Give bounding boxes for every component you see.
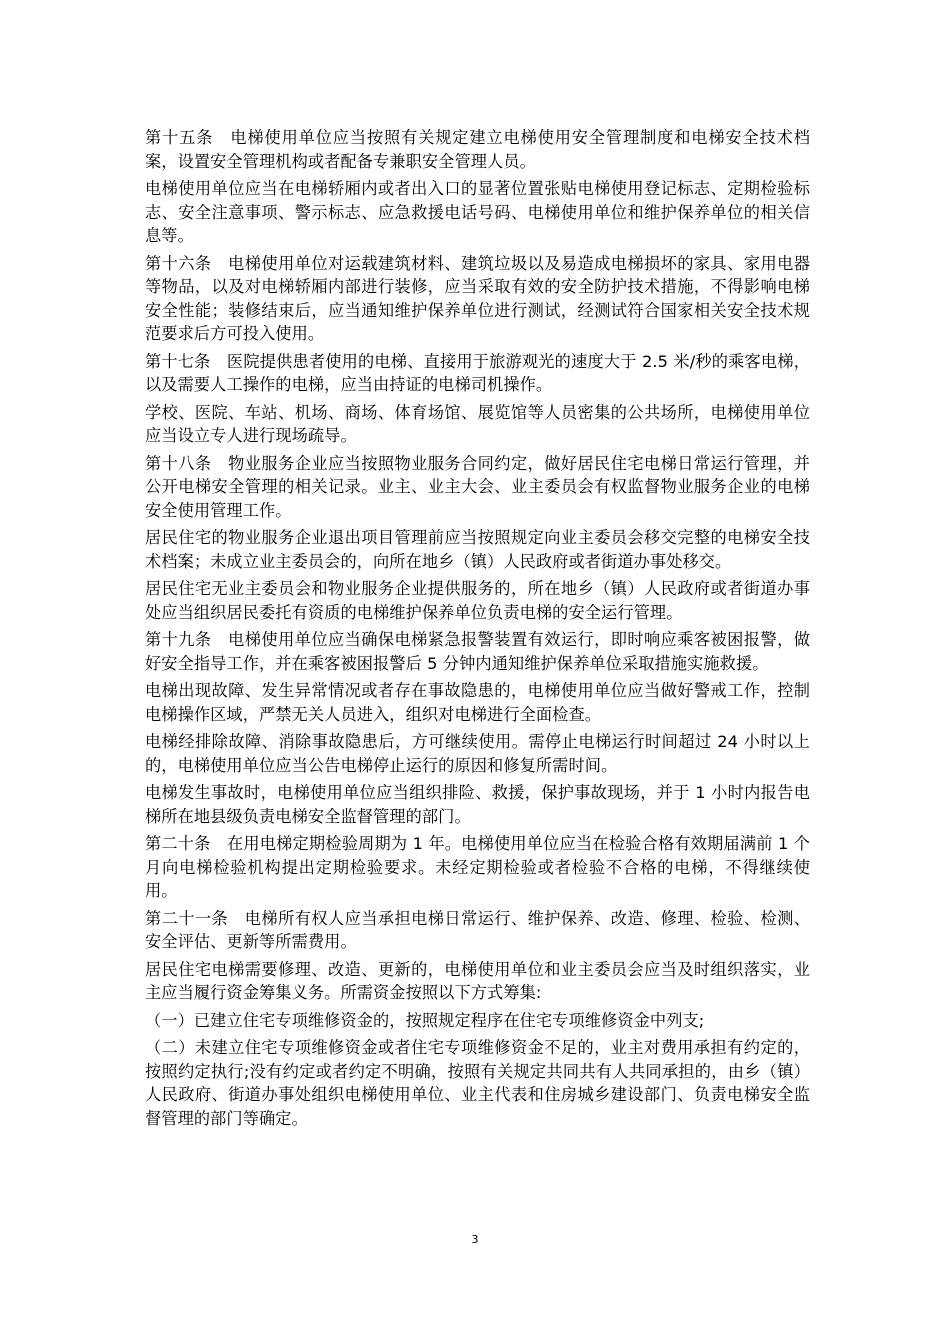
page-number: 3 (471, 1233, 479, 1246)
article-18-paragraph: 第十八条 物业服务企业应当按照物业服务合同约定，做好居民住宅电梯日常运行管理，并公开电梯安全管理的相关记录。业主、业主大会、业主委员会有权监督物业服务企业的电梯安全使用管理工作。 (145, 453, 810, 520)
article-15-signage-paragraph: 电梯使用单位应当在电梯轿厢内或者出入口的显著位置张贴电梯使用登记标志、定期检验标志、安全注意事项、警示标志、应急救援电话号码、电梯使用单位和维护保养单位的相关信息等。 (145, 179, 810, 245)
article-20-paragraph: 第二十条 在用电梯定期检验周期为 1 年。电梯使用单位应当在检验合格有效期届满前 1 个月向电梯检验机构提出定期检验要求。未经定期检验或者检验不合格的电梯，不得继续使用。 (145, 834, 810, 900)
article-17-public-places-paragraph: 学校、医院、车站、机场、商场、体育场馆、展览馆等人员密集的公共场所，电梯使用单位应当设立专人进行现场疏导。 (145, 402, 810, 445)
article-18-handover-paragraph: 居民住宅的物业服务企业退出项目管理前应当按照规定向业主委员会移交完整的电梯安全技术档案；未成立业主委员会的，向所在地乡（镇）人民政府或者街道办事处移交。 (145, 528, 810, 571)
article-15-paragraph: 第十五条 电梯使用单位应当按照有关规定建立电梯使用安全管理制度和电梯安全技术档案，设置安全管理机构或者配备专兼职安全管理人员。 (145, 128, 810, 171)
article-17-paragraph: 第十七条 医院提供患者使用的电梯、直接用于旅游观光的速度大于 2.5 米/秒的乘客电梯，以及需要人工操作的电梯，应当由持证的电梯司机操作。 (145, 351, 810, 394)
article-19-accident-paragraph: 电梯发生事故时，电梯使用单位应当组织排险、救援，保护事故现场，并于 1 小时内报告电梯所在地县级负责电梯安全监督管理的部门。 (145, 783, 810, 826)
article-18-no-committee-paragraph: 居民住宅无业主委员会和物业服务企业提供服务的，所在地乡（镇）人民政府或者街道办事处应当组织居民委托有资质的电梯维护保养单位负责电梯的安全运行管理。 (145, 579, 810, 622)
article-19-resume-paragraph: 电梯经排除故障、消除事故隐患后，方可继续使用。需停止电梯运行时间超过 24 小时以上的，电梯使用单位应当公告电梯停止运行的原因和修复所需时间。 (145, 732, 810, 775)
article-19-fault-paragraph: 电梯出现故障、发生异常情况或者存在事故隐患的，电梯使用单位应当做好警戒工作，控制电梯操作区域，严禁无关人员进入，组织对电梯进行全面检查。 (145, 681, 810, 724)
article-19-paragraph: 第十九条 电梯使用单位应当确保电梯紧急报警装置有效运行，即时响应乘客被困报警，做好安全指导工作，并在乘客被困报警后 5 分钟内通知维护保养单位采取措施实施救援。 (145, 630, 810, 673)
article-21-paragraph: 第二十一条 电梯所有权人应当承担电梯日常运行、维护保养、改造、修理、检验、检测、安全评估、更新等所需费用。 (145, 908, 810, 951)
article-21-item-1: （一）已建立住宅专项维修资金的，按照规定程序在住宅专项维修资金中列支; (145, 1010, 705, 1030)
article-21-funding-paragraph: 居民住宅电梯需要修理、改造、更新的，电梯使用单位和业主委员会应当及时组织落实，业主应当履行资金筹集义务。所需资金按照以下方式筹集: (145, 959, 810, 1002)
article-16-paragraph: 第十六条 电梯使用单位对运载建筑材料、建筑垃圾以及易造成电梯损坏的家具、家用电器等物品，以及对电梯轿厢内部进行装修，应当采取有效的安全防护技术措施，不得影响电梯安全性能；装修结束后，应当通知维护保养单位进行测试，经测试符合国家相关安全技术规范要求后方可投入使用。 (145, 253, 810, 343)
article-21-item-2: （二）未建立住宅专项维修资金或者住宅专项维修资金不足的，业主对费用承担有约定的，按照约定执行;没有约定或者约定不明确，按照有关规定共同共有人共同承担的，由乡（镇）人民政府、街道办事处组织电梯使用单位、业主代表和住房城乡建设部门、负责电梯安全监督管理的部门等确定。 (145, 1038, 810, 1128)
document-body (145, 126, 810, 1134)
